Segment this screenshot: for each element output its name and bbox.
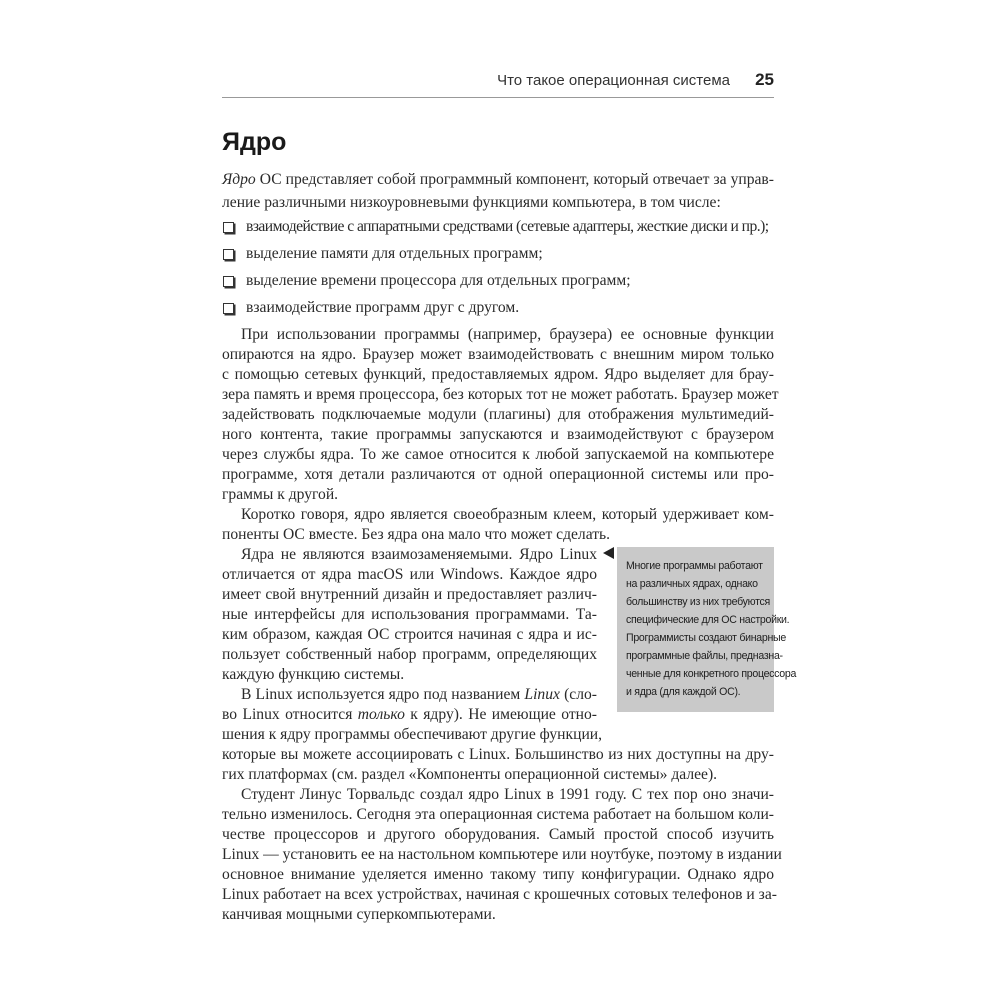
- text-line: программе, хотя детали различаются от одной операционной системы или про-: [222, 466, 774, 483]
- text-line: При использовании программы (например, браузера) ее основные функции: [241, 326, 774, 343]
- sidebar-line: Программисты создают бинарные: [626, 632, 786, 644]
- text-segment: к ядру). Не имеющие отно-: [404, 706, 597, 723]
- text-line: задействовать подключаемые модули (плагины) для отображения мультимедий-: [222, 406, 774, 423]
- text-line: Студент Линус Торвальдс создал ядро Linux в 1991 году. С тех пор оно значи-: [241, 786, 774, 803]
- text-line: основное внимание уделяется именно такому типу конфигурации. Однако ядро: [222, 866, 774, 883]
- bullet-item: [222, 244, 782, 271]
- text-line: шения к ядру программы обеспечивают другие функции,: [222, 726, 603, 743]
- text-line: [222, 170, 774, 193]
- text-line: поненты ОС вместе. Без ядра она мало что может сделать.: [222, 526, 611, 543]
- body-text-wide-1: [222, 325, 779, 545]
- text-line: канчивая мощными суперкомпьютерами.: [222, 906, 496, 923]
- sidebar-line: Многие программы работают: [626, 560, 763, 572]
- text-line: каждую функцию системы.: [222, 666, 405, 683]
- bullet-list: [222, 217, 782, 325]
- sidebar-pointer-arrow-icon: [603, 547, 614, 559]
- text-line: [222, 685, 597, 705]
- text-line: граммы к другой.: [222, 486, 339, 503]
- text-segment: В Linux используется ядро под названием: [241, 686, 525, 703]
- checkbox-bullet-icon: [223, 249, 234, 260]
- sidebar-line: и ядра (для каждой ОС).: [626, 686, 741, 698]
- italic-term: только: [357, 706, 405, 723]
- bullet-text: выделение памяти для отдельных программ;: [246, 245, 543, 262]
- italic-term: Ядро: [222, 171, 256, 188]
- bullet-item: [222, 298, 782, 325]
- body-text-narrow: [222, 545, 603, 745]
- body-text-wide-2: [222, 745, 782, 925]
- checkbox-bullet-icon: [223, 303, 234, 314]
- bullet-text: взаимодействие программ друг с другом.: [246, 299, 520, 316]
- sidebar-line: на различных ядрах, однако: [626, 578, 758, 590]
- text-line: ные интерфейсы для использования программами. Та-: [222, 606, 597, 623]
- text-line: зера память и время процессора, без которых тот не может работать. Браузер может: [222, 386, 779, 403]
- sidebar-note: [617, 547, 797, 712]
- bullet-item: [222, 271, 782, 298]
- bullet-item: [222, 217, 782, 244]
- text-line: Коротко говоря, ядро является своеобразным клеем, который удерживает ком-: [241, 506, 774, 523]
- running-header-title: Что такое операционная система: [497, 72, 730, 89]
- text-segment: во Linux относится: [222, 706, 358, 723]
- text-line: [222, 705, 597, 725]
- text-line: ким образом, каждая ОС строится начиная с ядра и ис-: [222, 626, 597, 643]
- text-line: Linux — установить ее на настольном компьютере или ноутбуке, поэтому в издании: [222, 846, 782, 863]
- sidebar-line: специфические для ОС настройки.: [626, 614, 790, 626]
- checkbox-bullet-icon: [223, 276, 234, 287]
- checkbox-bullet-icon: [223, 222, 234, 233]
- sidebar-line: ченные для конкретного процессора: [626, 668, 797, 680]
- header-rule: [222, 97, 774, 98]
- text-segment: ОС представляет собой программный компонент, который отвечает за управ-: [255, 171, 774, 188]
- text-line: гих платформах (см. раздел «Компоненты операционной системы» далее).: [222, 766, 718, 783]
- bullet-text: выделение времени процессора для отдельных программ;: [246, 272, 631, 289]
- text-line: Ядра не являются взаимозаменяемыми. Ядро Linux: [241, 546, 597, 563]
- text-line: через службы ядра. То же самое относится к любой запускаемой на компьютере: [222, 446, 774, 463]
- section-heading: Ядро: [222, 128, 287, 156]
- intro-paragraph: [222, 170, 774, 213]
- text-line: имеет свой внутренний дизайн и предоставляет различ-: [222, 586, 597, 603]
- text-line: ление различными низкоуровневыми функциями компьютера, в том числе:: [222, 194, 721, 211]
- page-number: 25: [755, 70, 774, 89]
- text-segment: (сло-: [559, 686, 597, 703]
- text-line: ного контента, такие программы запускаются и взаимодействуют с браузером: [222, 426, 774, 443]
- text-line: отличается от ядра macOS или Windows. Каждое ядро: [222, 566, 597, 583]
- text-line: тельно изменилось. Сегодня эта операционная система работает на большом коли-: [222, 806, 774, 823]
- text-line: Linux работает на всех устройствах, начиная с крошечных сотовых телефонов и за-: [222, 886, 777, 903]
- bullet-text: взаимодействие с аппаратными средствами (сетевые адаптеры, жесткие диски и пр.);: [246, 218, 769, 235]
- sidebar-note-text: [617, 547, 797, 701]
- text-line: пользует собственный набор программ, определяющих: [222, 646, 597, 663]
- italic-term: Linux: [524, 686, 560, 703]
- text-line: с помощью сетевых функций, предоставляемых ядром. Ядро выделяет для брау-: [222, 366, 774, 383]
- sidebar-line: большинству из них требуются: [626, 596, 770, 608]
- text-line: опираются на ядро. Браузер может взаимодействовать с внешним миром только: [222, 346, 774, 363]
- running-header: [222, 68, 774, 96]
- sidebar-line: программные файлы, предназна-: [626, 650, 783, 662]
- text-line: честве процессоров и другого оборудования. Самый простой способ изучить: [222, 826, 774, 843]
- text-line: которые вы можете ассоциировать с Linux. Большинство из них доступны на дру-: [222, 746, 774, 763]
